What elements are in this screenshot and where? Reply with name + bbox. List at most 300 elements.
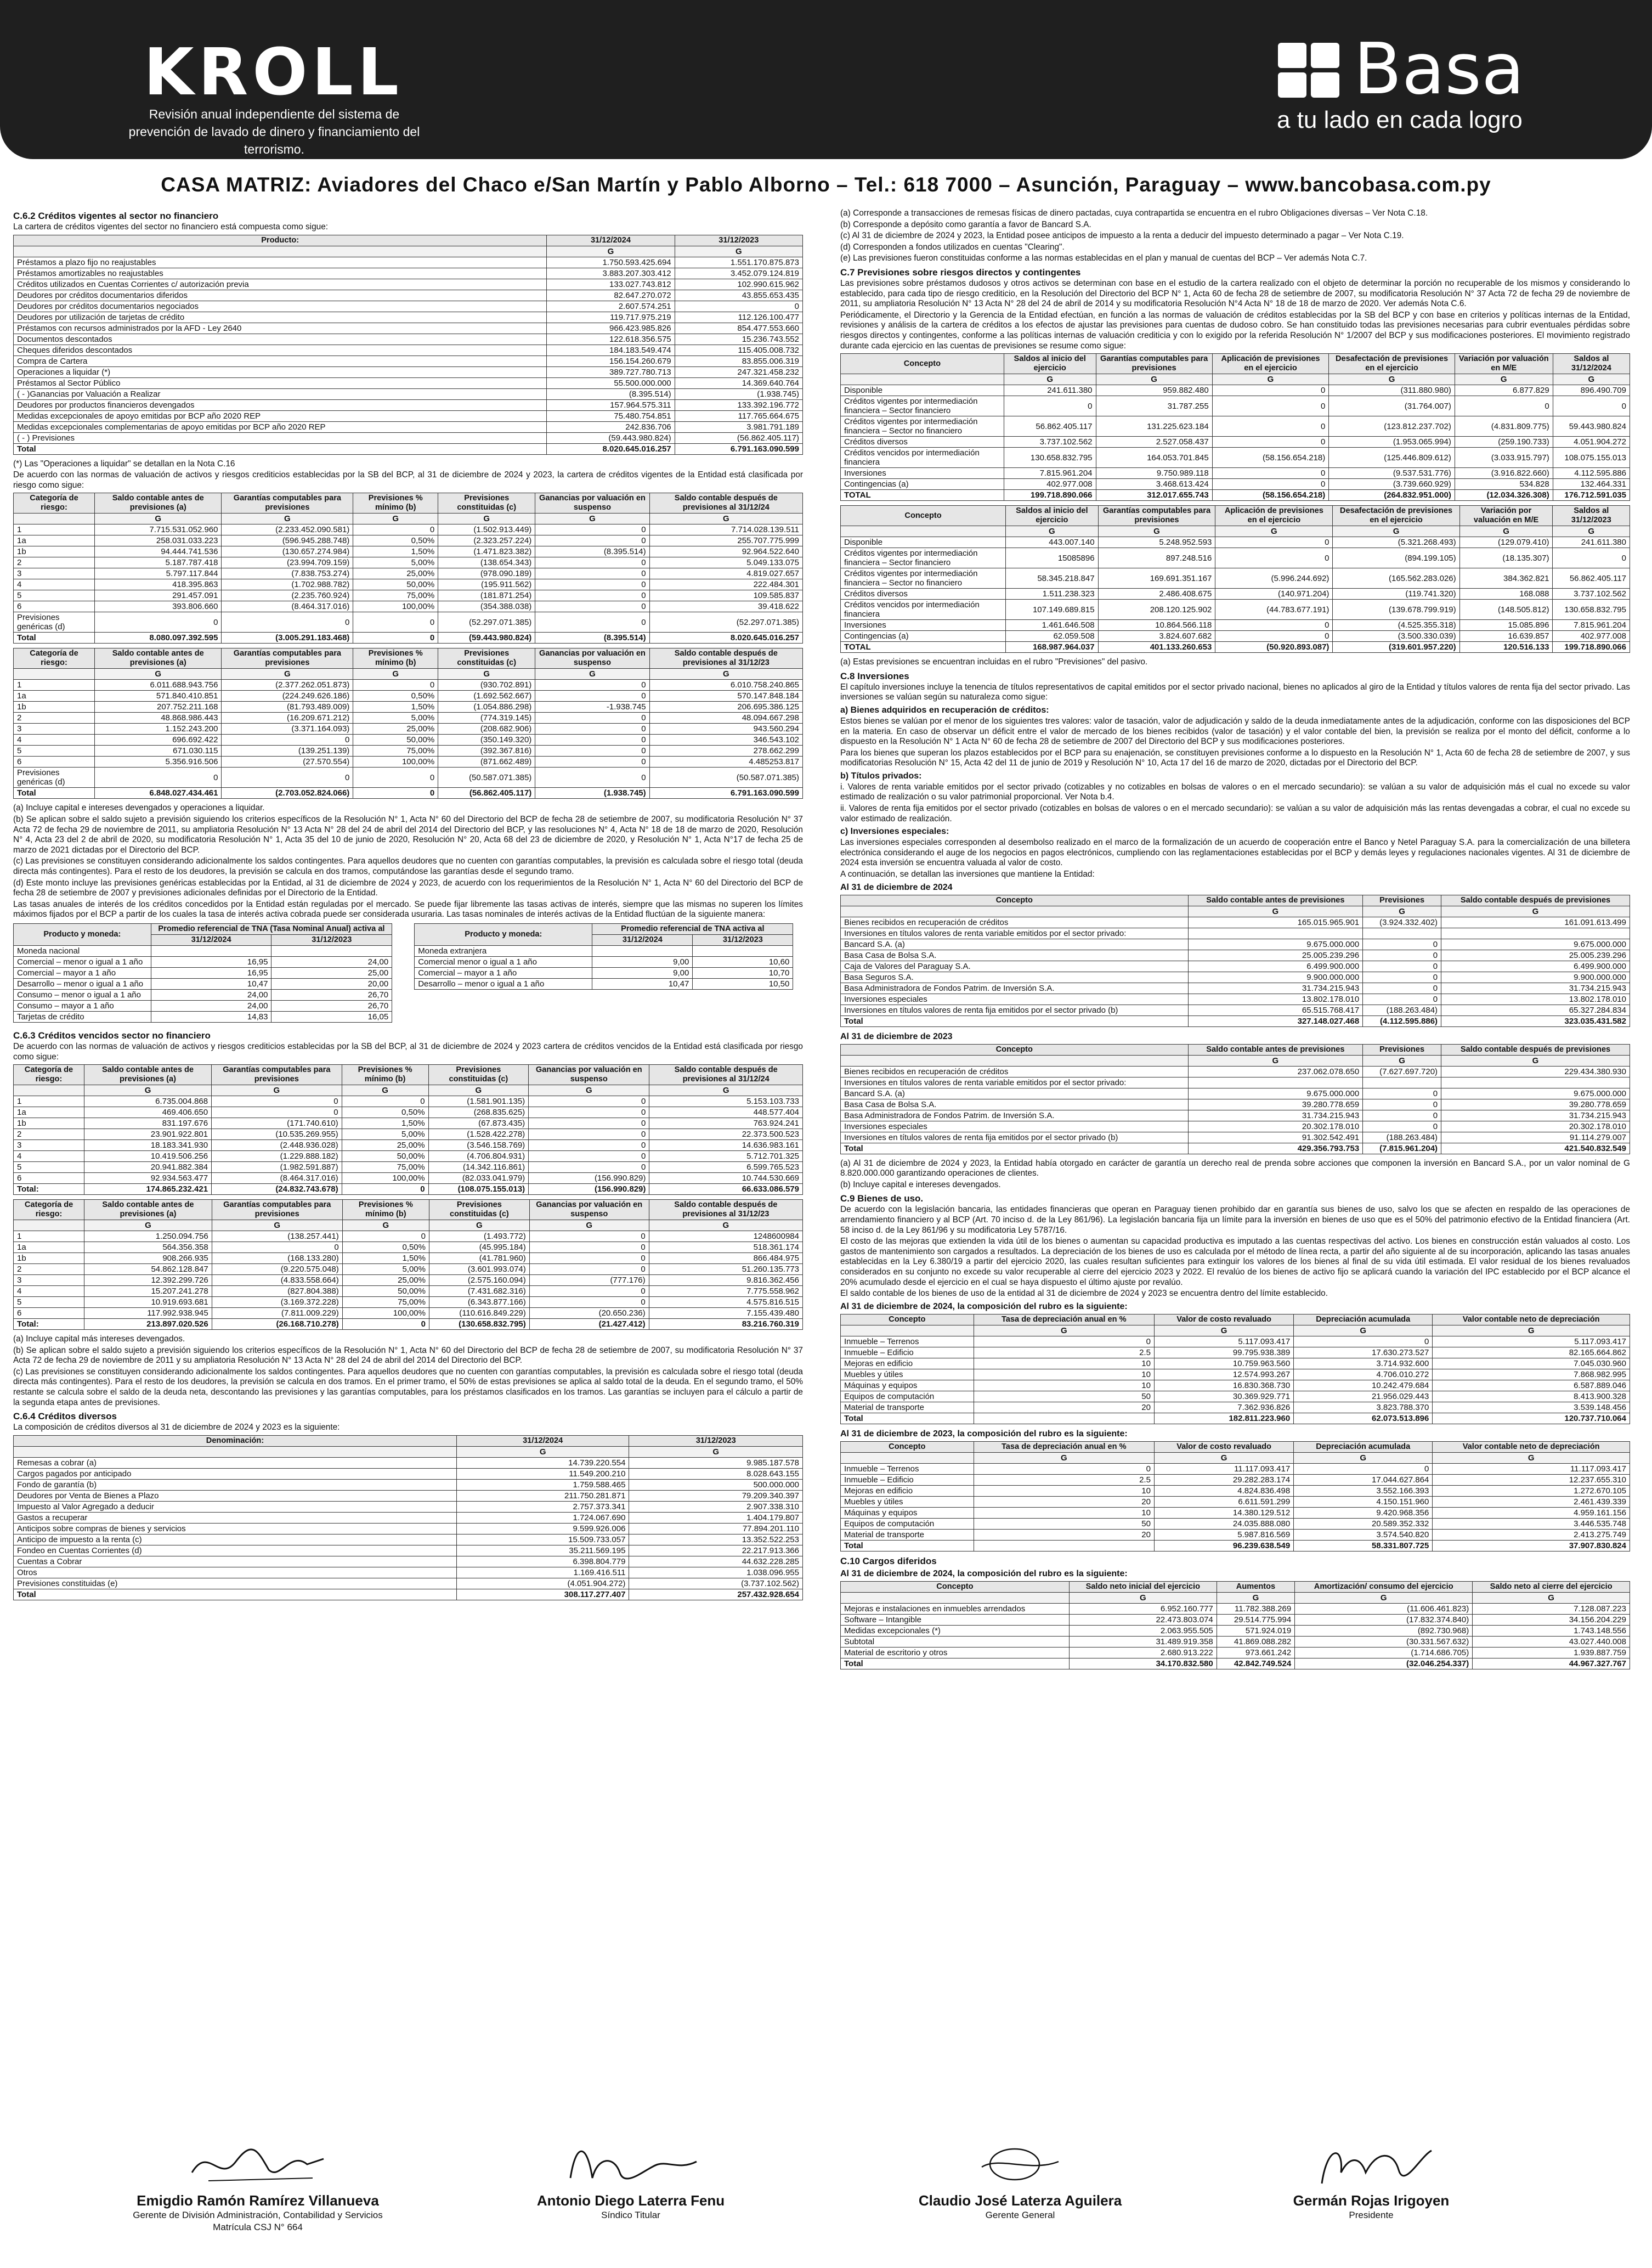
table-cell: 3.552.166.393: [1294, 1485, 1433, 1496]
table-cell: 18.183.341.930: [84, 1140, 211, 1151]
table-cell: Inversiones: [841, 468, 1004, 479]
table-cell: 5.987.816.569: [1154, 1529, 1293, 1540]
table-cell: 8.020.645.016.257: [649, 633, 802, 644]
table-cell: 16,05: [271, 1011, 392, 1022]
table-row: [841, 468, 1630, 479]
table-cell: G: [1363, 1055, 1441, 1066]
table-row: [841, 1132, 1630, 1143]
table-cell: (1.938.745): [535, 788, 649, 799]
table-cell: 24,00: [151, 989, 271, 1000]
table-cell: 44.967.327.767: [1473, 1658, 1630, 1669]
table-cell: G: [535, 669, 649, 680]
table-cell: 20.302.178.010: [1188, 1121, 1363, 1132]
table-cell: 44.632.228.285: [629, 1556, 803, 1567]
note: (a) Incluye capital e intereses devengados y operaciones a liquidar.: [13, 803, 265, 813]
table-cell: (188.263.484): [1363, 1132, 1441, 1143]
table-cell: (5.996.244.692): [1215, 568, 1333, 589]
table-cell: 5: [14, 746, 95, 757]
table-cell: ( - )Ganancias por Valuación a Realizar: [14, 388, 547, 399]
table-cell: 4.150.151.960: [1294, 1496, 1433, 1507]
table-cell: Muebles y útiles: [841, 1496, 974, 1507]
table-cell: 0,50%: [342, 1242, 429, 1253]
table-cell: 896.490.709: [1553, 385, 1630, 396]
table-cell: 0: [353, 524, 438, 535]
table-cell: G: [1215, 526, 1333, 537]
table-cell: 1248600984: [649, 1231, 802, 1242]
note: (a) Al 31 de diciembre de 2024 y 2023, la Entidad había otorgado en carácter de garantía un derecho real de prenda sobre acciones que componen la inversión en Bancard S.A., por un valor nominal de G 8.820.000.000 garantizando operaciones de clientes.: [840, 1158, 1630, 1178]
column-header: Saldo contable antes de previsiones (a): [84, 1065, 211, 1085]
table-row: [14, 702, 803, 713]
table-cell: 6.848.027.434.461: [95, 788, 222, 799]
table-cell: G: [1295, 1592, 1473, 1603]
table-cell: (171.740.610): [212, 1118, 342, 1129]
unit-row: [14, 669, 803, 680]
table-cell: Total:: [14, 1319, 84, 1330]
table-row: [14, 1129, 803, 1140]
table-cell: 241.611.380: [1004, 385, 1096, 396]
table-cell: 3.714.932.600: [1294, 1358, 1433, 1369]
table-cell: 6.791.163.090.599: [675, 443, 802, 454]
table-row: [841, 1402, 1630, 1413]
column-header: Desafectación de previsiones en el ejercicio: [1329, 354, 1455, 374]
table-cell: [974, 1540, 1154, 1551]
table-cell: 107.149.689.815: [1006, 600, 1098, 620]
table-cell: 34.156.204.229: [1473, 1614, 1630, 1625]
table-cell: 10,47: [592, 978, 693, 989]
table-cell: 31.489.919.358: [1069, 1636, 1217, 1647]
table-cell: 207.752.211.168: [95, 702, 222, 713]
table-cell: 133.392.196.772: [675, 399, 802, 410]
table-row: [14, 1231, 803, 1242]
table-cell: 12.237.655.310: [1433, 1474, 1630, 1485]
table-cell: 56.862.405.117: [1553, 568, 1630, 589]
table-cell: 9.985.187.578: [629, 1457, 803, 1468]
previsiones-table-2024: [840, 353, 1630, 501]
table-row: [14, 421, 803, 432]
column-header: Saldo contable antes de previsiones (a): [95, 648, 222, 669]
table-cell: Inmueble – Edificio: [841, 1474, 974, 1485]
table-cell: (3.033.915.797): [1455, 448, 1553, 468]
column-header: Valor de costo revaluado: [1154, 1441, 1293, 1452]
table-cell: (130.658.832.795): [429, 1319, 529, 1330]
table-cell: Inversiones en títulos valores de renta variable emitidos por el sector privado:: [841, 928, 1189, 939]
table-cell: Previsiones constituidas (e): [14, 1578, 457, 1589]
table-cell: 3.574.540.820: [1294, 1529, 1433, 1540]
table-cell: 10.744.530.669: [649, 1173, 803, 1184]
table-header-row: [841, 1314, 1630, 1325]
table-row: [841, 928, 1630, 939]
column-header: Producto y moneda:: [14, 923, 151, 945]
column-header: Amortización/ consumo del ejercicio: [1295, 1581, 1473, 1592]
column-header: Previsiones: [1363, 895, 1441, 906]
table-cell: 0: [353, 612, 438, 633]
signature-block: [856, 2140, 1185, 2221]
table-cell: 161.091.613.499: [1441, 917, 1630, 928]
table-row: [14, 967, 392, 978]
table-row: [14, 1468, 803, 1479]
signatures: [0, 2140, 1652, 2260]
table-cell: 5.117.093.417: [1433, 1336, 1630, 1347]
table-cell: Créditos vencidos por intermediación financiera: [841, 600, 1006, 620]
table-cell: 0: [529, 1151, 649, 1162]
table-cell: 0: [342, 1231, 429, 1242]
table-cell: 9.599.926.006: [456, 1523, 629, 1534]
table-cell: [1188, 1077, 1363, 1088]
table-cell: Créditos vencidos por intermediación financiera: [841, 448, 1004, 468]
table-cell: Medidas excepcionales (*): [841, 1625, 1070, 1636]
table-cell: 1b: [14, 546, 95, 557]
table-cell: Inversiones especiales: [841, 994, 1189, 1005]
table-cell: 384.362.821: [1459, 568, 1553, 589]
column-header: Saldo contable después de previsiones al 31/12/24: [649, 493, 802, 514]
table-cell: 31.734.215.943: [1188, 1110, 1363, 1121]
table-cell: Disponible: [841, 385, 1004, 396]
table-row: [415, 967, 793, 978]
table-label: Al 31 de diciembre de 2023, la composición del rubro es la siguiente:: [840, 1429, 1128, 1438]
table-cell: 9.750.989.118: [1096, 468, 1212, 479]
table-cell: (129.079.410): [1459, 537, 1553, 548]
table-cell: 51.260.135.773: [649, 1264, 802, 1275]
table-cell: TOTAL: [841, 490, 1004, 501]
column-header: 31/12/2024: [456, 1435, 629, 1446]
table-cell: 0: [342, 1096, 428, 1107]
table-cell: 0: [535, 535, 649, 546]
table-cell: (4.525.355.318): [1333, 620, 1459, 631]
column-header: 31/12/2024: [592, 934, 693, 945]
column-header: 31/12/2023: [271, 934, 392, 945]
table-cell: (59.443.980.824): [547, 432, 675, 443]
signature-block: [466, 2140, 795, 2221]
table-cell: (4.112.595.886): [1363, 1015, 1441, 1026]
table-cell: 20: [974, 1496, 1154, 1507]
paragraph: El costo de las mejoras que extienden la vida útil de los bienes o aumentan su capacidad productiva es imputado a las cuentas respectivas del activo. Los bienes en construcción están valuados al costo. Los gastos de mantenimiento son cargados a resultados. La depreciación de los bienes de uso es calculada por el método de línea recta, a partir del año siguiente al de su incorporación, aplicando las tasas anuales establecidas en la Ley 6.380/19 a partir del ejercicio 2020, las cuales resultan suficientes para extinguir los valores de los bienes al final de su vida útil estimada. El valor residual de los bienes revaluados considerados en su conjunto no excede su valor recuperable al cierre del ejercicio 2023 y 2022. El revalúo de los bienes de activo fijo se aplicará cuando la variación del IPC establecido por el BCP alcance el 20% acumulado desde el ejercicio en el cual se haya dispuesto el último ajuste por revalúo.: [840, 1237, 1630, 1287]
table-cell: 866.484.975: [649, 1253, 802, 1264]
table-row: [14, 366, 803, 377]
table-cell: [841, 526, 1006, 537]
notes-top: [840, 208, 1630, 264]
table-row: [841, 983, 1630, 994]
table-cell: Previsiones genéricas (d): [14, 768, 95, 788]
table-cell: 11.117.093.417: [1154, 1463, 1293, 1474]
table-cell: Material de transporte: [841, 1529, 974, 1540]
column-header: Saldo neto inicial del ejercicio: [1069, 1581, 1217, 1592]
table-label: Al 31 de diciembre de 2023: [840, 1031, 953, 1041]
table-cell: 39.418.622: [649, 601, 802, 612]
table-cell: [1441, 928, 1630, 939]
table-cell: 943.560.294: [649, 724, 802, 735]
table-cell: 25.005.239.296: [1441, 950, 1630, 961]
table-cell: (4.706.804.931): [428, 1151, 529, 1162]
unit-row: [14, 1085, 803, 1096]
table-cell: (52.297.071.385): [649, 612, 802, 633]
table-cell: Total: [841, 1540, 974, 1551]
total-row: [841, 1658, 1630, 1669]
table-row: [841, 1603, 1630, 1614]
table-cell: (5.321.268.493): [1333, 537, 1459, 548]
note: (b) Incluye capital e intereses devengados.: [840, 1180, 1001, 1189]
table-cell: 0: [353, 633, 438, 644]
table-row: [841, 620, 1630, 631]
table-cell: (3.916.822.660): [1455, 468, 1553, 479]
signatory-name: Emigdio Ramón Ramírez Villanueva: [137, 2192, 379, 2209]
table-cell: 6: [14, 601, 95, 612]
column-header: Ganancias por valuación en suspenso: [529, 1065, 649, 1085]
table-cell: Operaciones a liquidar (*): [14, 366, 547, 377]
table-cell: 199.718.890.066: [1004, 490, 1096, 501]
table-cell: 831.197.676: [84, 1118, 211, 1129]
table-cell: 6: [14, 757, 95, 768]
basa-logo: Basa: [1354, 29, 1525, 110]
table-cell: 0: [535, 524, 649, 535]
total-row: [841, 1540, 1630, 1551]
table-cell: Otros: [14, 1567, 457, 1578]
table-cell: 0: [1553, 396, 1630, 416]
table-cell: 518.361.174: [649, 1242, 802, 1253]
section-title: C.6.3 Créditos vencidos sector no financiero: [13, 1030, 211, 1041]
table-cell: G: [1217, 1592, 1294, 1603]
table-row: [14, 1173, 803, 1184]
table-cell: (50.587.071.385): [438, 768, 535, 788]
total-row: [14, 788, 803, 799]
table-cell: (45.995.184): [429, 1242, 529, 1253]
table-cell: 0: [1363, 950, 1441, 961]
table-cell: (168.133.280): [212, 1253, 342, 1264]
table-row: [841, 448, 1630, 468]
table-cell: 5.248.952.593: [1098, 537, 1215, 548]
vigentes-product-table: [13, 235, 803, 455]
table-row: [14, 345, 803, 356]
table-cell: 696.692.422: [95, 735, 222, 746]
table-cell: 570.147.848.184: [649, 691, 802, 702]
table-cell: 13.352.522.253: [629, 1534, 803, 1545]
table-cell: G: [1212, 374, 1329, 385]
signatory-role: Gerente General: [985, 2210, 1055, 2220]
table-cell: 29.514.775.994: [1217, 1614, 1294, 1625]
table-cell: Máquinas y equipos: [841, 1380, 974, 1391]
table-cell: 8.080.097.392.595: [95, 633, 222, 644]
table-header-row: [841, 1581, 1630, 1592]
table-cell: 5,00%: [342, 1129, 428, 1140]
table-row: [841, 1066, 1630, 1077]
table-cell: Tarjetas de crédito: [14, 1011, 151, 1022]
table-cell: Total: [14, 633, 95, 644]
table-row: [14, 735, 803, 746]
column-header: 31/12/2024: [547, 235, 675, 246]
table-cell: 3.824.607.682: [1098, 631, 1215, 642]
table-cell: 22.373.500.523: [649, 1129, 803, 1140]
table-row: [14, 1264, 803, 1275]
table-cell: 174.865.232.421: [84, 1184, 211, 1195]
table-row: [14, 956, 392, 967]
column-header: Aplicación de previsiones en el ejercicio: [1215, 506, 1333, 526]
table-cell: 5,00%: [353, 713, 438, 724]
table-cell: Préstamos amortizables no reajustables: [14, 268, 547, 279]
table-cell: 1.511.238.323: [1006, 589, 1098, 600]
table-cell: 0: [1363, 983, 1441, 994]
column-header: 31/12/2023: [675, 235, 802, 246]
paragraph: El capítulo inversiones incluye la tenencia de títulos representativos de capital emitidos por el sector privado nacional, bienes no aplicados al giro de la Entidad y títulos valores de renta fija del sector privado. Las inversiones se valúan según su naturaleza como sigue:: [840, 682, 1630, 702]
table-row: [841, 1391, 1630, 1402]
table-cell: 133.027.743.812: [547, 279, 675, 290]
table-row: [841, 961, 1630, 972]
table-cell: (12.034.326.308): [1455, 490, 1553, 501]
table-cell: (6.343.877.166): [429, 1297, 529, 1308]
table-row: [14, 1523, 803, 1534]
table-cell: 10,60: [693, 956, 793, 967]
table-header-row: [14, 923, 392, 934]
table-cell: G: [428, 1085, 529, 1096]
note: (a) Corresponde a transacciones de remesas físicas de dinero pactadas, cuya contrapartida se encuentra en el rubro Obligaciones diversas – Ver Nota C.18.: [840, 208, 1428, 218]
table-cell: (18.135.307): [1459, 548, 1553, 568]
table-cell: Impuesto al Valor Agregado a deducir: [14, 1501, 457, 1512]
table-cell: 0: [535, 557, 649, 568]
table-cell: 0: [1212, 416, 1329, 437]
total-row: [14, 1319, 803, 1330]
table-cell: 3: [14, 724, 95, 735]
table-cell: 31.734.215.943: [1441, 1110, 1630, 1121]
table-cell: 0: [1294, 1463, 1433, 1474]
table-cell: (3.371.164.093): [222, 724, 353, 735]
table-cell: 500.000.000: [629, 1479, 803, 1490]
section-title: C.8 Inversiones: [840, 670, 909, 681]
section-title: C.6.2 Créditos vigentes al sector no financiero: [13, 211, 219, 221]
table-cell: G: [456, 1446, 629, 1457]
table-cell: (1.471.823.382): [438, 546, 535, 557]
table-cell: 258.031.033.223: [95, 535, 222, 546]
table-row: [841, 1485, 1630, 1496]
table-cell: 16.639.857: [1459, 631, 1553, 642]
table-cell: 13.802.178.010: [1188, 994, 1363, 1005]
table-cell: (32.046.254.337): [1295, 1658, 1473, 1669]
table-row: [14, 557, 803, 568]
table-cell: (58.156.654.218): [1212, 448, 1329, 468]
table-cell: 3.883.207.303.412: [547, 268, 675, 279]
table-cell: [841, 1055, 1189, 1066]
table-cell: 0: [1212, 396, 1329, 416]
table-cell: 571.924.019: [1217, 1625, 1294, 1636]
table-cell: 3: [14, 568, 95, 579]
table-cell: 25.005.239.296: [1188, 950, 1363, 961]
table-cell: (24.832.743.678): [212, 1184, 342, 1195]
table-cell: 0: [1363, 1088, 1441, 1099]
table-cell: 1,50%: [353, 702, 438, 713]
table-cell: 421.540.832.549: [1441, 1143, 1630, 1154]
table-header-row: [841, 506, 1630, 526]
table-cell: 50,00%: [353, 579, 438, 590]
table-cell: 571.840.410.851: [95, 691, 222, 702]
paragraph: El saldo contable de los bienes de uso de la entidad al 31 de diciembre de 2024 y 2023 se encuentra dentro del límite establecido.: [840, 1289, 1328, 1299]
table-header-row: [14, 1200, 803, 1220]
table-row: [14, 1162, 803, 1173]
table-cell: 16.830.368.730: [1154, 1380, 1293, 1391]
note: (b) Se aplican sobre el saldo sujeto a previsión siguiendo los criterios específicos de la Resolución N° 1, Acta N° 60 del Directorio del BCP de fecha 28 de setiembre de 2007, su modificatoria Resolución N° 37 Acta 72 de fecha 29 de noviembre de 2011, su ampliatoria Resolución N° 13 Acta N° 28 del 24 de abril del 2014 del Directorio del BCP, y las resoluciones N° 4, Acta N° 18 de 18 de marzo de 2020, Resolución N° 4, Acta 23 del 2 de abril de 2020, su modificatoria Resolución N° 1, Acta 35 del 10 de junio de 2020, Resolución N° 20, Acta 68 del 23 de diciembre de 2020, y Resolución N° 1, Acta N°17 de fecha 25 de marzo de 2021 dictadas por el Directorio del BCP.: [13, 814, 803, 855]
table-row: [14, 312, 803, 323]
column-header: Concepto: [841, 1044, 1189, 1055]
column-header: Saldo contable después de previsiones al 31/12/24: [649, 1065, 803, 1085]
table-cell: Deudores por créditos documentarios diferidos: [14, 290, 547, 301]
table-cell: 4: [14, 1286, 84, 1297]
table-row: [841, 631, 1630, 642]
table-cell: (3.169.372.228): [212, 1297, 342, 1308]
table-cell: G: [1188, 1055, 1363, 1066]
table-cell: Créditos vigentes por intermediación financiera – Sector financiero: [841, 396, 1004, 416]
table-cell: (3.005.291.183.468): [222, 633, 353, 644]
table-cell: 16,95: [151, 956, 271, 967]
table-cell: (871.662.489): [438, 757, 535, 768]
table-cell: 854.477.553.660: [675, 323, 802, 334]
basa-tagline: a tu lado en cada logro: [1277, 106, 1523, 133]
table-cell: 9.675.000.000: [1188, 939, 1363, 950]
table-cell: (319.601.957.220): [1333, 642, 1459, 653]
table-cell: 0: [1363, 994, 1441, 1005]
table-cell: 564.356.358: [84, 1242, 212, 1253]
table-cell: 1b: [14, 1118, 84, 1129]
table-row: [841, 416, 1630, 437]
table-cell: Material de transporte: [841, 1402, 974, 1413]
table-cell: 3.737.102.562: [1553, 589, 1630, 600]
table-row: [841, 1507, 1630, 1518]
table-cell: (195.911.562): [438, 579, 535, 590]
table-cell: G: [1006, 526, 1098, 537]
table-row: [14, 1118, 803, 1129]
table-cell: 1.404.179.807: [629, 1512, 803, 1523]
table-cell: 206.695.386.125: [649, 702, 802, 713]
table-cell: 6.952.160.777: [1069, 1603, 1217, 1614]
table-cell: 157.964.575.311: [547, 399, 675, 410]
table-row: [14, 279, 803, 290]
table-cell: (1.953.065.994): [1329, 437, 1455, 448]
table-cell: 346.543.102: [649, 735, 802, 746]
table-cell: (777.176): [529, 1275, 649, 1286]
table-cell: 6.587.889.046: [1433, 1380, 1630, 1391]
table-cell: (27.570.554): [222, 757, 353, 768]
table-cell: G: [342, 1220, 429, 1231]
vencidos-risk-table-2023: [13, 1199, 803, 1330]
table-cell: 37.907.830.824: [1433, 1540, 1630, 1551]
table-cell: (4.051.904.272): [456, 1578, 629, 1589]
column-header: Previsiones % mínimo (b): [353, 648, 438, 669]
column-header: Valor de costo revaluado: [1154, 1314, 1293, 1325]
table-cell: 75,00%: [342, 1162, 428, 1173]
table-cell: 7.868.982.995: [1433, 1369, 1630, 1380]
table-row: [14, 1578, 803, 1589]
table-cell: 6.499.900.000: [1188, 961, 1363, 972]
table-cell: 11.782.388.269: [1217, 1603, 1294, 1614]
table-cell: (2.575.160.094): [429, 1275, 529, 1286]
table-cell: (130.657.274.984): [222, 546, 353, 557]
table-cell: 0: [535, 724, 649, 735]
table-cell: 0: [353, 768, 438, 788]
table-cell: 2.486.408.675: [1098, 589, 1215, 600]
table-cell: G: [95, 669, 222, 680]
table-cell: [14, 514, 95, 524]
table-cell: 1.939.887.759: [1473, 1647, 1630, 1658]
table-cell: 0: [1212, 479, 1329, 490]
table-cell: 1: [14, 1231, 84, 1242]
table-cell: 0: [675, 301, 802, 312]
table-cell: 9.420.968.356: [1294, 1507, 1433, 1518]
table-cell: (774.319.145): [438, 713, 535, 724]
table-cell: 182.811.223.960: [1154, 1413, 1293, 1424]
column-header: Categoría de riesgo:: [14, 1200, 84, 1220]
table-cell: [841, 374, 1004, 385]
table-cell: 112.126.100.477: [675, 312, 802, 323]
table-cell: 7.128.087.223: [1473, 1603, 1630, 1614]
unit-row: [841, 526, 1630, 537]
table-cell: 0: [1363, 972, 1441, 983]
table-cell: 176.712.591.035: [1553, 490, 1630, 501]
table-cell: 4: [14, 579, 95, 590]
